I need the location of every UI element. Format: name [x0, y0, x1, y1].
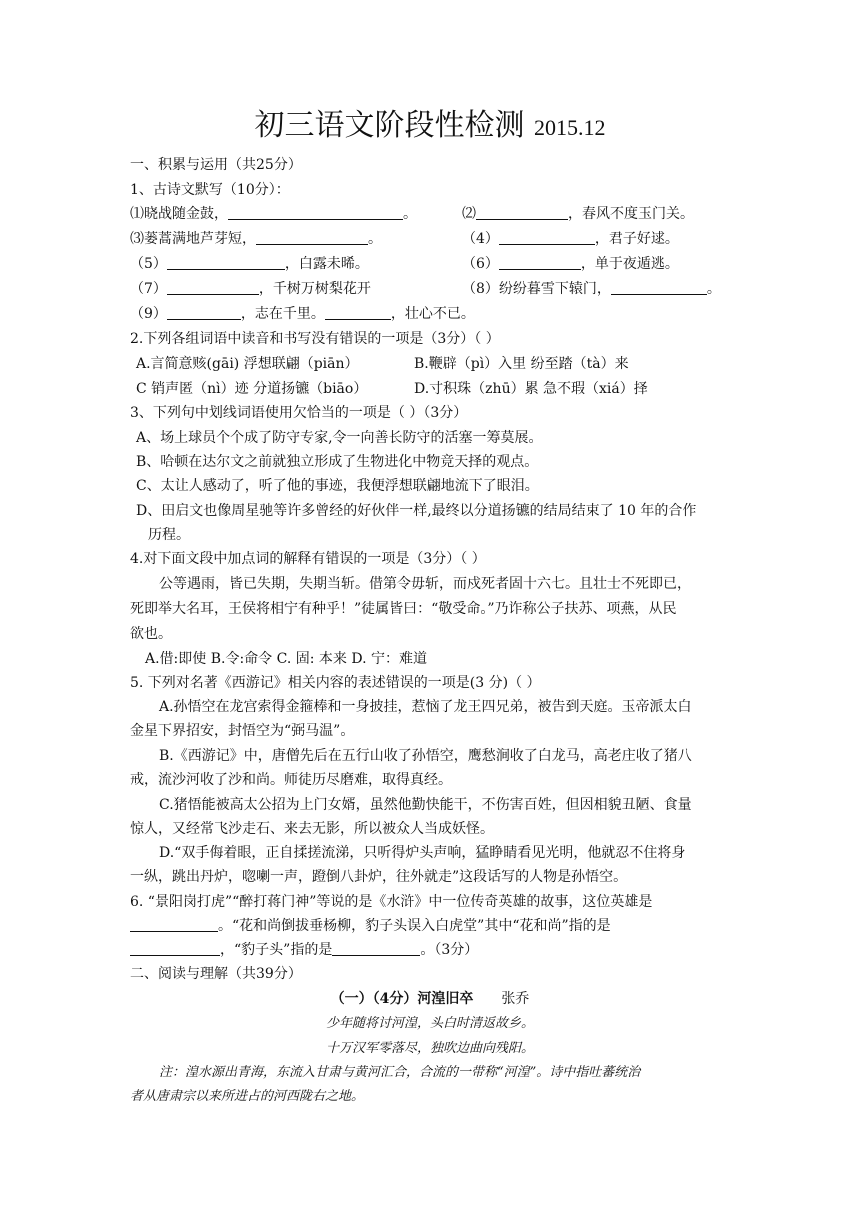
q5-option-c-cont: 惊人，又经常飞沙走石、来去无影，所以被众人当成妖怪。 [130, 821, 494, 837]
answer-blank[interactable] [499, 255, 581, 270]
poem-line1: 少年随将讨河湟，头白时清返故乡。 [325, 1016, 534, 1031]
page-title: 初三语文阶段性检测 2015.12 [254, 108, 606, 143]
q5-option-b: B.《西游记》中，唐僧先后在五行山收了孙悟空，鹰愁涧收了白龙马，高老庄收了猪八 [159, 748, 692, 764]
q3-option-d-cont: 历程。 [148, 527, 190, 543]
q5-option-a: A.孙悟空在龙宫索得金箍棒和一身披挂，惹恼了龙王四兄弟，被告到天庭。玉帝派太白 [159, 699, 692, 715]
q4-passage-line2: 死即举大名耳，王侯将相宁有种乎！”徒属皆曰：“敬受命。”乃诈称公子扶苏、项燕，从民 [130, 601, 677, 617]
answer-blank[interactable] [167, 305, 241, 320]
answer-blank[interactable] [332, 941, 420, 956]
q2-option-c: C 销声匿（nì）迹 分道扬镳（biāo） [136, 381, 368, 397]
q3-option-a: A、场上球员个个成了防守专家,令一向善长防守的活塞一筹莫展。 [136, 430, 543, 446]
q1-line5: （9） ，志在千里。 ，壮心不已。 [130, 306, 475, 322]
poem-note-line1: 注：湟水源出青海，东流入甘肃与黄河汇合，合流的一带称“河湟”。诗中指吐蕃统治 [159, 1065, 641, 1080]
answer-blank[interactable] [130, 917, 218, 932]
poem-heading-row [0, 989, 860, 1009]
answer-blank[interactable] [325, 305, 391, 320]
q2-option-d: D.寸积珠（zhū）累 急不瑕（xiá）择 [414, 381, 648, 397]
q2-heading: 2.下列各组词语中读音和书写没有错误的一项是（3分）（ ） [130, 331, 500, 347]
q1-line2-right: （4） ，君子好逑。 [462, 231, 679, 247]
q3-option-d: D、田启文也像周星驰等许多曾经的好伙伴一样,最终以分道扬镳的结局结束了 10 年的合作 [136, 503, 697, 519]
q1-line2: ⑶蒌蒿满地芦芽短， 。 [130, 231, 382, 247]
section-2-heading: 二、阅读与理解（共39分） [130, 966, 302, 982]
q1-line4: （7） ，千树万树梨花开 [130, 281, 371, 297]
q3-heading: 3、下列句中划线词语使用欠恰当的一项是（ ）（3分） [130, 405, 468, 421]
q6-line1: 6. “景阳岗打虎”“醉打蒋门神”等说的是《水浒》中一位传奇英雄的故事，这位英雄是 [130, 894, 653, 910]
q6-line3: ，“豹子头”指的是 。（3分） [130, 940, 478, 960]
q3-option-c: C、太让人感动了，听了他的事迹，我便浮想联翩地流下了眼泪。 [136, 478, 539, 494]
answer-blank[interactable] [167, 255, 285, 270]
poem-note-line2: 者从唐肃宗以来所进占的河西陇右之地。 [130, 1089, 365, 1104]
q5-option-c: C.猪悟能被高太公招为上门女婿，虽然他勤快能干，不伤害百姓，但因相貌丑陋、食量 [159, 797, 692, 813]
q1-line3-right: （6） ，单于夜遁逃。 [462, 256, 679, 272]
q3-option-b: B、哈顿在达尔文之前就独立形成了生物进化中物竞天择的观点。 [136, 454, 539, 470]
q5-option-d-cont: 一纵，跳出丹炉，唿喇一声，蹬倒八卦炉，往外就走”这段话写的人物是孙悟空。 [130, 869, 628, 885]
q5-heading: 5. 下列对名著《西游记》相关内容的表述错误的一项是(3 分)（ ） [130, 675, 541, 691]
q1-heading: 1、古诗文默写（10分）： [130, 182, 290, 198]
q1-line3: （5） ，白露未晞。 [130, 256, 369, 272]
q4-options: A.借:即使 B.令:命令 C. 固: 本来 D. 宁：难道 [145, 651, 427, 667]
answer-blank[interactable] [130, 941, 220, 956]
q4-heading: 4.对下面文段中加点词的解释有错误的一项是（3分）（ ） [130, 551, 486, 567]
q6-line2: 。“花和尚倒拔垂杨柳，豹子头误入白虎堂”其中“花和尚”指的是 [130, 916, 611, 936]
q4-passage-line1: 公等遇雨，皆已失期，失期当斩。借第令毋斩，而戍死者固十六七。且壮士不死即已， [159, 576, 691, 592]
poem-line2: 十万汉军零落尽，独吹边曲向残阳。 [325, 1041, 534, 1056]
poem-author: 张乔 [501, 991, 530, 1007]
q5-option-b-cont: 戒，流沙河收了沙和尚。师徒历尽磨难，取得真经。 [130, 772, 452, 788]
poem-title: （一）（4分）河湟旧卒 [330, 991, 474, 1007]
exam-date: 2015.12 [534, 115, 606, 140]
answer-blank[interactable] [228, 205, 403, 220]
q1-line1: ⑴晓战随金鼓， 。 [130, 206, 417, 222]
q5-option-d: D.“双手侮着眼，正自揉搓流涕，只听得炉头声响，猛睁睛看见光明，他就忍不住将身 [159, 845, 686, 861]
answer-blank[interactable] [167, 280, 259, 295]
section-1-heading: 一、积累与运用（共25分） [130, 157, 302, 173]
q1-line1-right: ⑵ ，春风不度玉门关。 [462, 206, 694, 222]
q1-line4-right: （8）纷纷暮雪下辕门， 。 [462, 281, 721, 297]
answer-blank[interactable] [499, 230, 595, 245]
q2-option-b: B.鞭辟（pì）入里 纷至踏（tà）来 [414, 356, 629, 372]
answer-blank[interactable] [256, 230, 368, 245]
answer-blank[interactable] [611, 280, 707, 295]
q5-option-a-cont: 金星下界招安，封悟空为“弼马温”。 [130, 723, 355, 739]
answer-blank[interactable] [476, 205, 568, 220]
q4-passage-line3: 欲也。 [130, 626, 172, 642]
q2-option-a: A.言简意赅(gāi) 浮想联翩（piān） [136, 356, 359, 372]
